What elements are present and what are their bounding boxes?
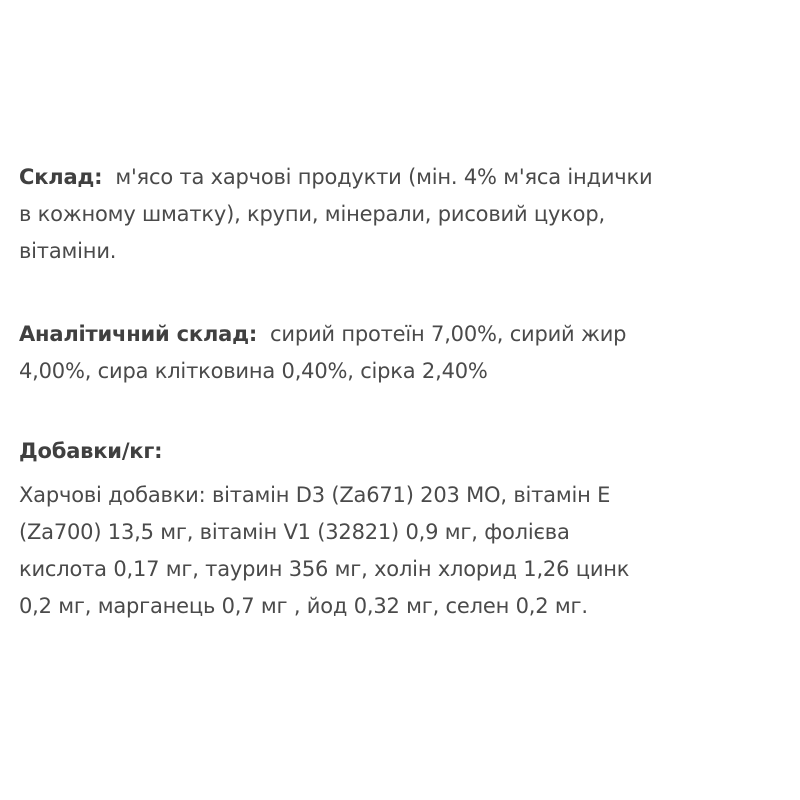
analytical-label: Аналітичний склад:	[19, 322, 258, 346]
composition-text-3: вітаміни.	[19, 239, 117, 263]
additives-section	[19, 477, 794, 625]
composition-section	[19, 159, 794, 270]
additives-text-1: Харчові добавки: вітамін D3 (Za671) 203 МО, вітамін Е	[19, 483, 611, 507]
composition-label: Склад:	[19, 165, 103, 189]
analytical-text-2: 4,00%, сира клітковина 0,40%, сірка 2,40%	[19, 359, 488, 383]
composition-text-2: в кожному шматку), крупи, мінерали, рисовий цукор,	[19, 202, 605, 226]
analytical-text-1: сирий протеїн 7,00%, сирий жир	[270, 322, 627, 346]
additives-text-3: кислота 0,17 мг, таурин 356 мг, холін хлорид 1,26 цинк	[19, 557, 630, 581]
additives-text-2: (Za700) 13,5 мг, вітамін V1 (32821) 0,9 мг, фолієва	[19, 520, 570, 544]
additives-heading-section	[19, 433, 794, 470]
composition-line-1	[19, 159, 794, 196]
additives-text-4: 0,2 мг, марганець 0,7 мг , йод 0,32 мг, селен 0,2 мг.	[19, 594, 588, 618]
composition-text-1: м'ясо та харчові продукти (мін. 4% м'яса індички	[115, 165, 653, 189]
analytical-section	[19, 316, 794, 390]
analytical-line-1	[19, 316, 794, 353]
additives-heading: Добавки/кг:	[19, 439, 163, 463]
